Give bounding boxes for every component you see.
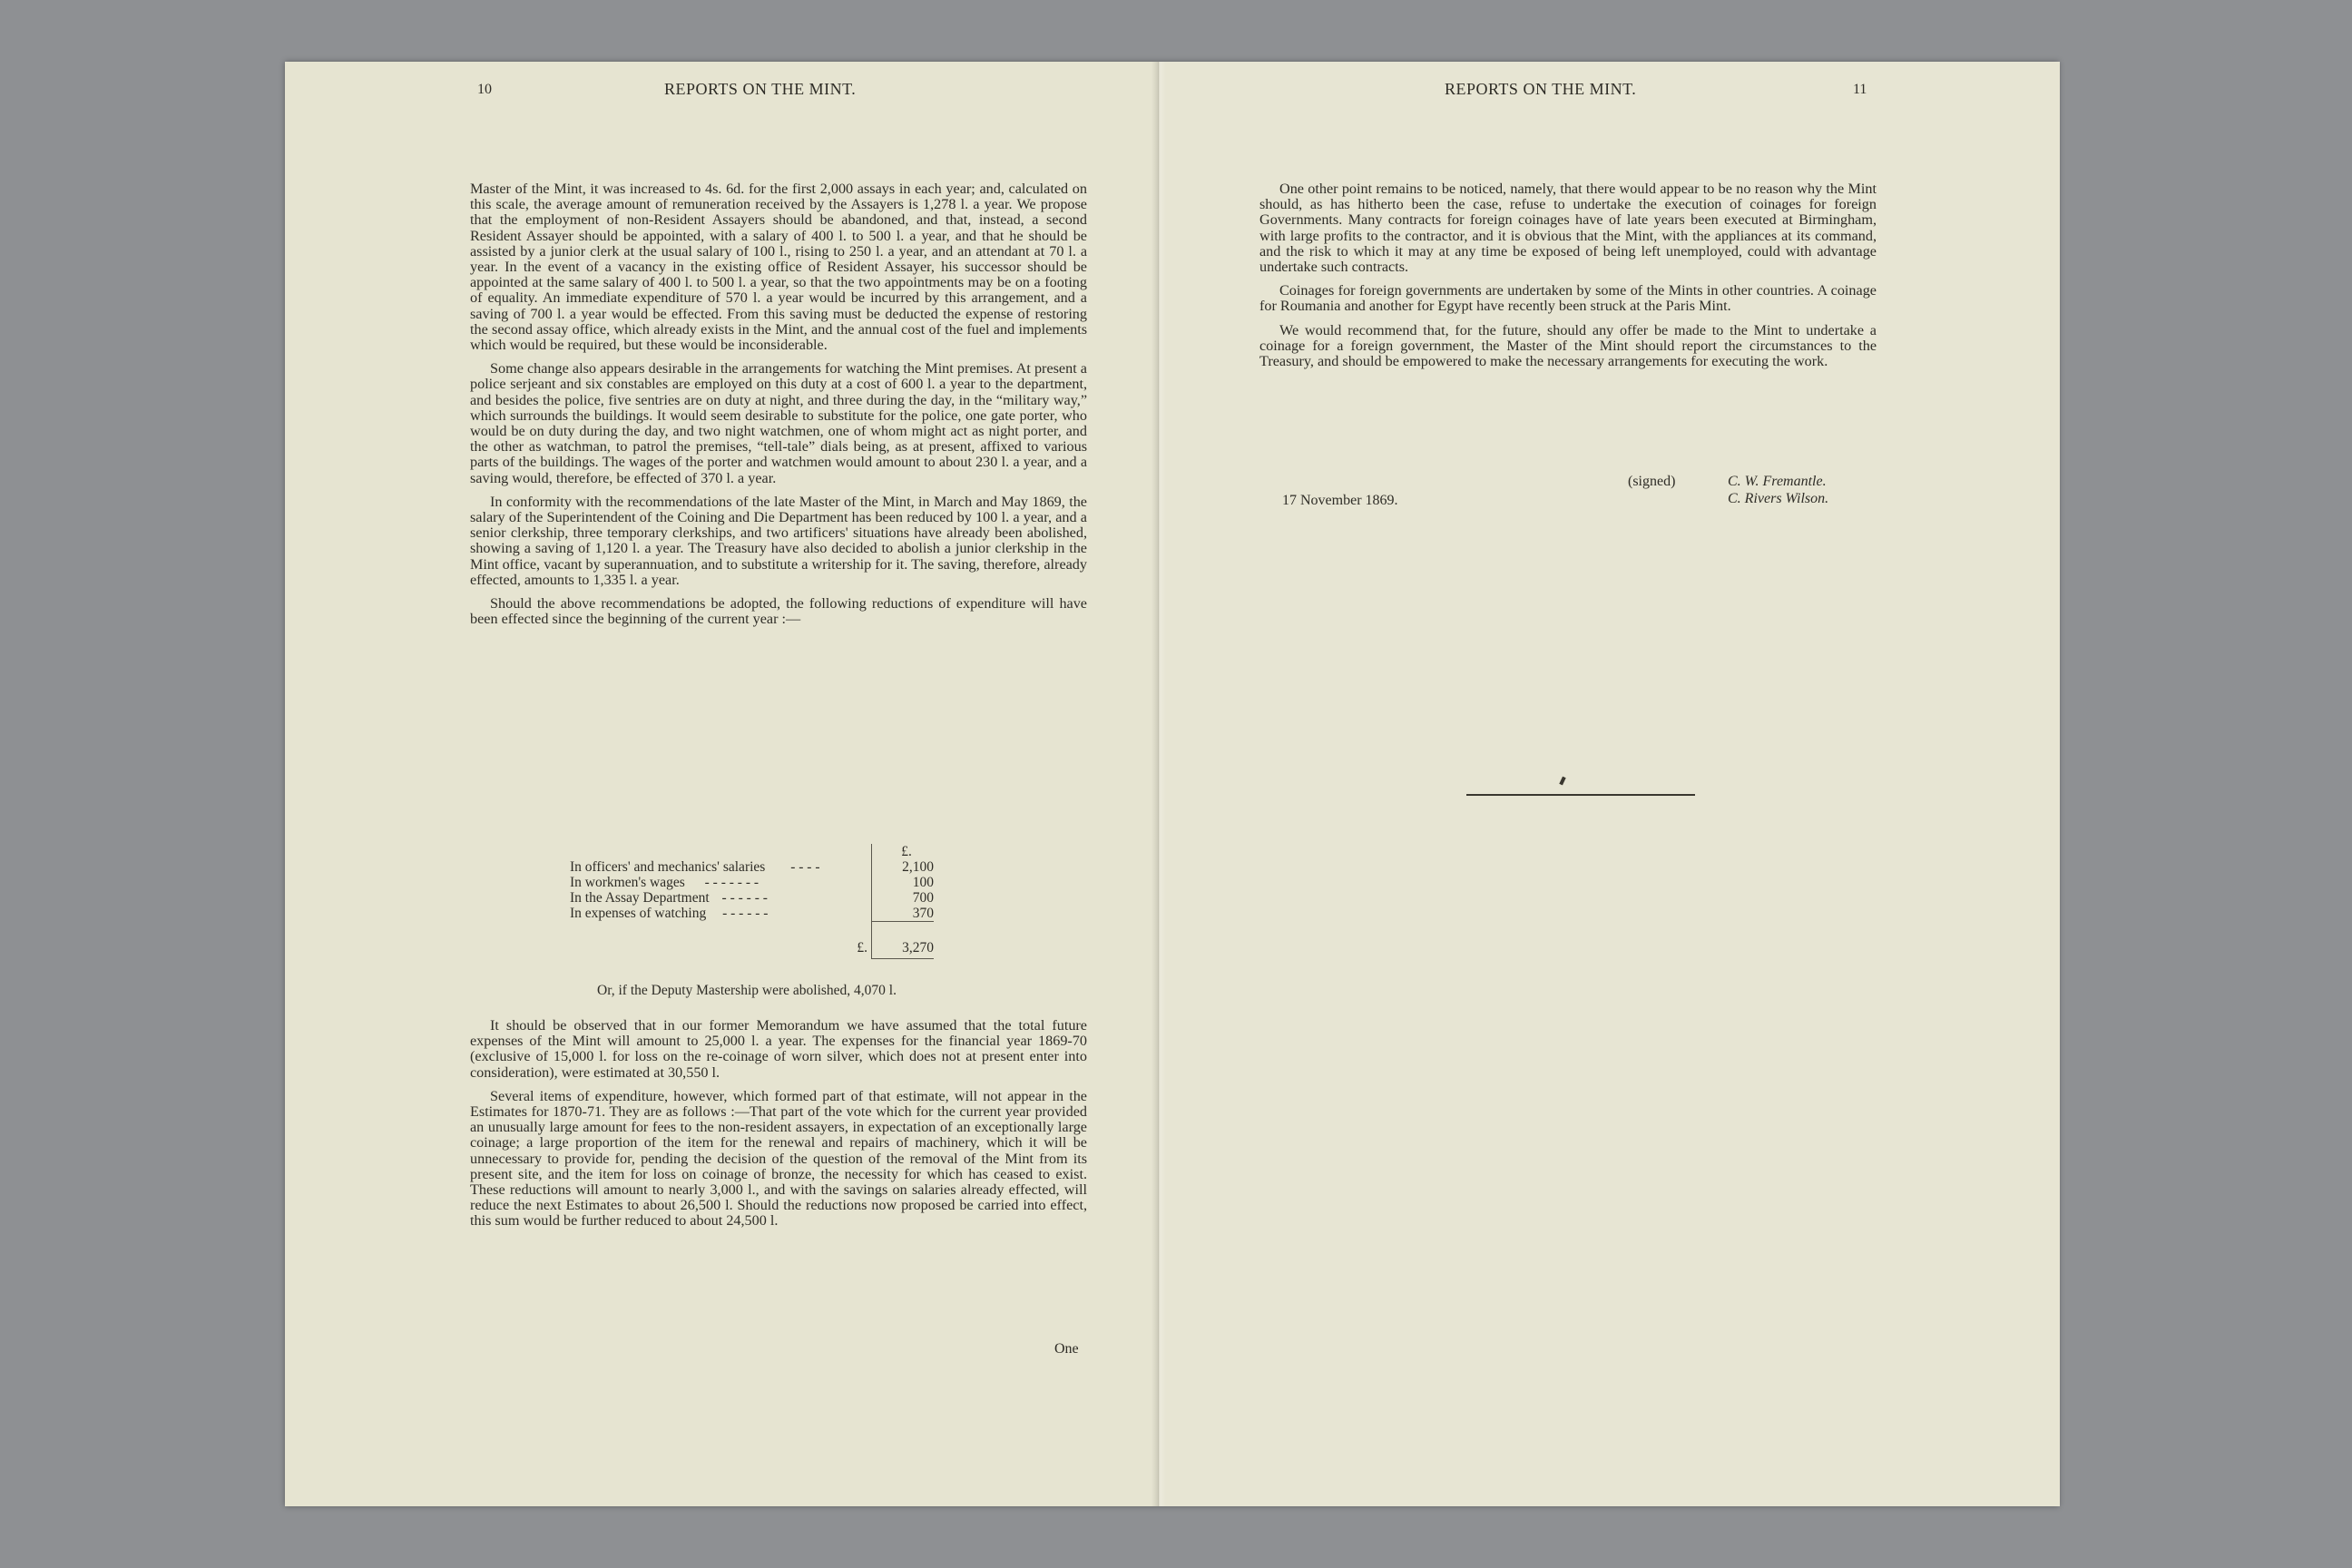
row-dots: - - - - xyxy=(790,859,820,875)
paragraph: We would recommend that, for the future, should any offer be made to the Mint to undertake a coinage for a foreign government, the Master of the Mint should report the circumstances to the Treasury, and should be empowered to make the necessary arrangements for executing the work. xyxy=(1259,321,1877,370)
currency-header: £. xyxy=(872,844,935,859)
right-running-head: REPORTS ON THE MINT. xyxy=(1445,80,1637,98)
page-fold xyxy=(1152,62,1166,1506)
row-label: In expenses of watching xyxy=(570,906,707,921)
paragraph: Some change also appears desirable in the arrangements for watching the Mint premises. At present a police serjeant and six constables are employed on this duty at a cost of 600 l. a year to the department, and besides the police, five sentries are on duty at night, and three during the day, in the “military way,” which surrounds the buildings. It would seem desirable to substitute for the police, one gate porter, who would be on duty during the day, and two night watchmen, one of whom might act as night porter, and the other as watchman, to patrol the premises, “tell-tale” dials being, as at present, affixed to various parts of the buildings. The wages of the porter and watchmen would amount to about 230 l. a year, and a saving would, therefore, be effected of 370 l. a year. xyxy=(470,360,1087,486)
reductions-table xyxy=(570,844,934,959)
paragraph: It should be observed that in our former Memorandum we have assumed that the total future expenses of the Mint will amount to 25,000 l. a year. The expenses for the financial year 1869-70 (exclusive of 15,000 l. for loss on the re-coinage of worn silver, which does not at present enter into consideration), were estimated at 30,550 l. xyxy=(470,1017,1087,1081)
table-row xyxy=(570,906,934,922)
row-dots: - - - - - - xyxy=(722,906,769,921)
row-dots: - - - - - - - xyxy=(704,875,760,890)
paragraph: Coinages for foreign governments are undertaken by some of the Mints in other countries. A coinage for Roumania and another for Egypt have recently been struck at the Paris Mint. xyxy=(1259,282,1877,315)
table-total-row xyxy=(570,922,934,959)
left-folio: 10 xyxy=(477,82,492,97)
left-body-text-lower xyxy=(470,1018,1087,1238)
left-body-text xyxy=(470,181,1087,635)
row-dots: - - - - - - xyxy=(721,890,768,906)
right-body-text xyxy=(1259,181,1877,377)
paragraph: Master of the Mint, it was increased to 4s. 6d. for the first 2,000 assays in each year; and, calculated on this scale, the average amount of remuneration received by the Assayers is 1,278 l. a year. We propose that the employment of non-Resident Assayers should be abandoned, and that, instead, a second Resident Assayer should be appointed, with a salary of 400 l. to 500 l. a year, and that he should be assisted by a junior clerk at the usual salary of 100 l., rising to 250 l. a year, and an attendant at 70 l. a year. In the event of a vacancy in the existing office of Resident Assayer, his successor should be appointed at the same salary of 400 l. to 500 l. a year, so that the two appointments may be on a footing of equality. An immediate expenditure of 570 l. a year would be incurred by this arrangement, and a saving of 700 l. a year would be effected. From this saving must be deducted the expense of restoring the second assay office, which already exists in the Mint, and the annual cost of the fuel and implements which would be required, but these would be inconsiderable. xyxy=(470,181,1087,354)
end-rule xyxy=(1466,794,1695,796)
row-label: In officers' and mechanics' salaries xyxy=(570,859,766,875)
signatory-fremantle: C. W. Fremantle. xyxy=(1728,474,1827,489)
alternative-note: Or, if the Deputy Mastership were abolished, 4,070 l. xyxy=(597,983,897,998)
table-row xyxy=(570,875,934,890)
signatory-wilson: C. Rivers Wilson. xyxy=(1728,491,1829,506)
catchword: One xyxy=(1054,1341,1079,1357)
left-running-head: REPORTS ON THE MINT. xyxy=(664,80,857,98)
paragraph: In conformity with the recommendations of the late Master of the Mint, in March and May 1869, the salary of the Superintendent of the Coining and Die Department has been reduced by 100 l. a year, and a senior clerkship, three temporary clerkships, and two artificers' situations have already been abolished, showing a saving of 1,120 l. a year. The Treasury have also decided to abolish a junior clerkship in the Mint office, vacant by superannuation, and to substitute a writership for it. The saving, therefore, already effected, amounts to 1,335 l. a year. xyxy=(470,493,1087,588)
row-amount: 2,100 xyxy=(872,859,935,875)
report-date: 17 November 1869. xyxy=(1282,493,1398,508)
row-label: In workmen's wages xyxy=(570,875,685,890)
row-label: In the Assay Department xyxy=(570,890,710,906)
paragraph: One other point remains to be noticed, namely, that there would appear to be no reason why the Mint should, as has hitherto been the case, refuse to undertake the execution of coinages for foreign Governments. Many contracts for foreign coinages have of late years been executed at Birmingham, with large profits to the contractor, and it is obvious that the Mint, with the appliances at its command, and the risk to which it may at any time be exposed of being left unemployed, could with advantage undertake such contracts. xyxy=(1259,181,1877,276)
total-currency: £. xyxy=(857,939,867,956)
paragraph: Several items of expenditure, however, which formed part of that estimate, will not appear in the Estimates for 1870-71. They are as follows :—That part of the vote which for the current year provided an unusually large amount for fees to the non-resident assayers, in expectation of an exceptionally large coinage; a large proportion of the item for the renewal and repairs of machinery, which it will be unnecessary to provide for, pending the decision of the question of the removal of the Mint from its present site, and the item for loss on coinage of bronze, the necessity for which has ceased to exist. These reductions will amount to nearly 3,000 l., and with the savings on salaries already effected, will reduce the next Estimates to about 26,500 l. Should the reductions now proposed be carried into effect, this sum would be further reduced to about 24,500 l. xyxy=(470,1087,1087,1230)
table-row xyxy=(570,890,934,906)
table-row xyxy=(570,859,934,875)
total-amount: 3,270 xyxy=(872,922,935,959)
row-amount: 100 xyxy=(872,875,935,890)
table-header-row xyxy=(570,844,934,859)
row-amount: 700 xyxy=(872,890,935,906)
paragraph: Should the above recommendations be adopted, the following reductions of expenditure will have been effected since the beginning of the current year :— xyxy=(470,595,1087,628)
right-folio: 11 xyxy=(1853,82,1867,97)
signed-label: (signed) xyxy=(1628,474,1676,489)
row-amount: 370 xyxy=(872,906,935,922)
